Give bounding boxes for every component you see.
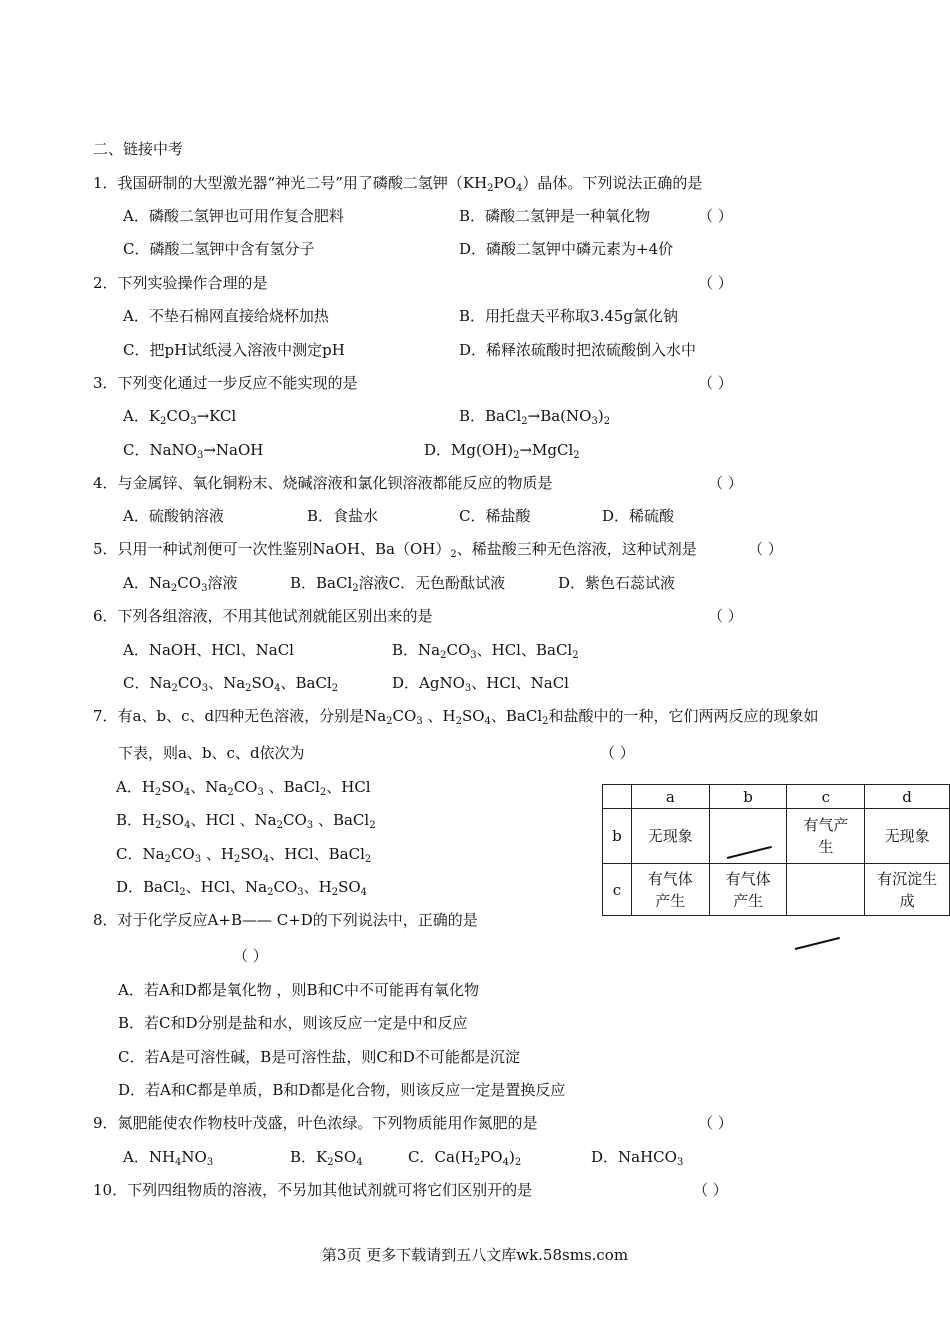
q4-option-a[interactable]: A．硫酸钠溶液 [123,507,224,525]
table-row [603,864,950,916]
q8-option-a[interactable]: A．若A和D都是氧化物 ，则B和C中不可能再有氧化物 [118,981,479,999]
q1-option-d[interactable]: D．磷酸二氢钾中磷元素为+4价 [459,240,674,258]
table-header-row [603,785,950,809]
section-title: 二、链接中考 [93,140,184,158]
q9-option-a[interactable]: A．$NH_4NO_3$ [123,1148,214,1168]
q4-option-d[interactable]: D．稀硫酸 [602,507,675,525]
q1-option-a[interactable]: A．磷酸二氢钾也可用作复合肥料 [123,207,344,225]
q3-option-c[interactable]: C．NaNO$_3$→NaOH [123,441,264,461]
table-cell [787,864,865,916]
q6-option-b[interactable]: B．$Na_2CO_3$、HCl、BaCl$_2$ [392,641,579,661]
table-header-cell: d [865,785,950,809]
question-4-stem: 4．与金属锌、氧化铜粉末、烧碱溶液和氯化钡溶液都能反应的物质是 [93,474,553,492]
q3-option-d[interactable]: D．$Mg(OH)_2\to MgCl_2$ [424,441,580,461]
question-1-stem: 1．我国研制的大型激光器“神光二号”用了磷酸二氢钾$(KH_2PO_4)$晶体。下列说法正确的是 [93,174,703,194]
q2-answer-bracket: （ ） [698,274,733,292]
table-cell: 有沉淀生 成 [865,864,950,916]
question-2-stem: 2．下列实验操作合理的是 [93,274,268,292]
table-row [603,809,950,864]
q5-answer-bracket: （ ） [748,540,783,558]
q4-option-b[interactable]: B．食盐水 [307,507,379,525]
q2-option-b[interactable]: B．用托盘天平称取3.45g氯化钠 [459,307,679,325]
q7-option-a[interactable]: A．$H_2SO_4$、$Na_2CO_3$ 、BaCl$_2$、HCl [116,778,371,798]
q5-option-d[interactable]: D．紫色石蕊试液 [558,574,676,592]
q9-option-b[interactable]: B．$K_2SO_4$ [290,1148,363,1168]
question-6-stem: 6．下列各组溶液，不用其他试剂就能区别出来的是 [93,607,433,625]
question-7-stem-line1: 7．有a、b、c、d四种无色溶液，分别是$Na_2CO_3$ 、$H_2SO_4$、BaCl$_2$和盐酸中的一种，它们两两反应的现象如 [93,707,819,727]
q8-option-d[interactable]: D．若A和C都是单质，B和D都是化合物，则该反应一定是置换反应 [118,1081,566,1099]
q6-option-c[interactable]: C．$Na_2CO_3$、$Na_2SO_4$、BaCl$_2$ [123,674,339,694]
q8-answer-bracket: （ ） [233,947,268,965]
diagonal-mark [795,937,840,950]
q6-option-a[interactable]: A．NaOH、HCl、NaCl [123,641,294,659]
table-cell: c [603,864,632,916]
page-footer: 第3页 更多下载请到五八文库wk.58sms.com [321,1246,629,1264]
table-cell: 无现象 [631,809,709,864]
q2-option-a[interactable]: A．不垫石棉网直接给烧杯加热 [123,307,329,325]
q7-answer-bracket: （ ） [600,744,635,762]
table-cell: 有气体 产生 [709,864,787,916]
table-cell: b [603,809,632,864]
table-cell [709,809,787,864]
q3-answer-bracket: （ ） [698,374,733,392]
table-header-cell: c [787,785,865,809]
q10-answer-bracket: （ ） [693,1181,728,1199]
q8-option-c[interactable]: C．若A是可溶性碱，B是可溶性盐，则C和D不可能都是沉淀 [118,1048,520,1066]
question-8-stem: 8．对于化学反应A+B—— C+D的下列说法中，正确的是 [93,911,478,929]
q1-option-c[interactable]: C．磷酸二氢钾中含有氢分子 [123,240,315,258]
q7-option-c[interactable]: C．$Na_2CO_3$ 、$H_2SO_4$、HCl、BaCl$_2$ [116,845,372,865]
q9-answer-bracket: （ ） [698,1114,733,1132]
table-cell: 无现象 [865,809,950,864]
q2-option-c[interactable]: C．把pH试纸浸入溶液中测定pH [123,341,345,359]
q7-option-d[interactable]: D．BaCl$_2$、HCl、$Na_2CO_3$、$H_2SO_4$ [116,878,368,898]
q7-option-b[interactable]: B．$H_2SO_4$、HCl 、$Na_2CO_3$ 、BaCl$_2$ [116,811,376,831]
table-header-cell: a [631,785,709,809]
q1-option-b[interactable]: B．磷酸二氢钾是一种氧化物 [459,207,651,225]
question-5-stem: 5．只用一种试剂便可一次性鉴别NaOH、$Ba(OH)_2$、稀盐酸三种无色溶液，这种试剂是 [93,540,697,560]
question-3-stem: 3．下列变化通过一步反应不能实现的是 [93,374,358,392]
q6-option-d[interactable]: D．AgNO$_3$、HCl、NaCl [392,674,569,694]
reaction-table [602,784,950,916]
q4-option-c[interactable]: C．稀盐酸 [459,507,531,525]
question-7-stem-line2: 下表，则a、b、c、d依次为 [118,744,305,762]
q2-option-d[interactable]: D．稀释浓硫酸时把浓硫酸倒入水中 [459,341,697,359]
q3-option-b[interactable]: B．$BaCl_2\to Ba(NO_3)_2$ [459,407,611,427]
q9-option-c[interactable]: C．$Ca(H_2PO_4)_2$ [408,1148,522,1168]
q5-option-a[interactable]: A．$Na_2CO_3$溶液 [123,574,238,594]
q9-option-d[interactable]: D．NaHCO$_3$ [591,1148,684,1168]
table-header-cell [603,785,632,809]
q6-answer-bracket: （ ） [708,607,743,625]
q5-option-b-c[interactable]: B．BaCl$_2$溶液C．无色酚酞试液 [290,574,506,594]
table-header-cell: b [709,785,787,809]
table-cell: 有气产 生 [787,809,865,864]
q8-option-b[interactable]: B．若C和D分别是盐和水，则该反应一定是中和反应 [118,1014,468,1032]
question-10-stem: 10．下列四组物质的溶液，不另加其他试剂就可将它们区别开的是 [93,1181,533,1199]
q4-answer-bracket: （ ） [708,474,743,492]
question-9-stem: 9．氮肥能使农作物枝叶茂盛，叶色浓绿。下列物质能用作氮肥的是 [93,1114,538,1132]
q3-option-a[interactable]: A．$K_2CO_3\to KCl$ [123,407,237,427]
table-cell: 有气体 产生 [631,864,709,916]
q1-answer-bracket: （ ） [698,207,733,225]
